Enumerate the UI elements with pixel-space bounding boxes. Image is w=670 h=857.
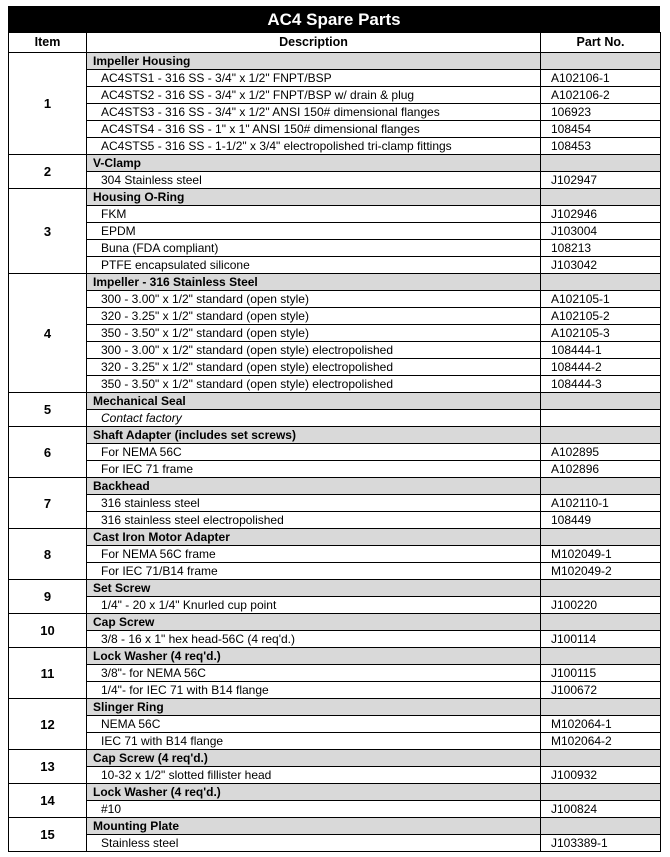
table-row [9,325,661,342]
header-item: Item [9,33,87,53]
item-number: 15 [9,818,87,852]
section-part-blank [541,155,661,172]
part-description: 300 - 3.00" x 1/2" standard (open style) [87,291,541,308]
part-number: M102049-2 [541,563,661,580]
part-description: 10-32 x 1/2" slotted fillister head [87,767,541,784]
item-number: 9 [9,580,87,614]
item-number: 11 [9,648,87,699]
section-heading: Shaft Adapter (includes set screws) [87,427,541,444]
part-description: EPDM [87,223,541,240]
table-row [9,597,661,614]
table-row [9,410,661,427]
section-heading: Housing O-Ring [87,189,541,206]
part-description: PTFE encapsulated silicone [87,257,541,274]
part-description: For IEC 71 frame [87,461,541,478]
item-number: 5 [9,393,87,427]
part-description: #10 [87,801,541,818]
section-row [9,427,661,444]
table-row [9,495,661,512]
part-number: A102105-2 [541,308,661,325]
part-description: 1/4"- for IEC 71 with B14 flange [87,682,541,699]
part-number: J100115 [541,665,661,682]
part-number: A102110-1 [541,495,661,512]
section-row [9,529,661,546]
section-part-blank [541,784,661,801]
part-number: A102896 [541,461,661,478]
part-number: J102946 [541,206,661,223]
section-row [9,580,661,597]
item-number: 14 [9,784,87,818]
section-heading: Mounting Plate [87,818,541,835]
table-row [9,682,661,699]
table-row [9,138,661,155]
section-part-blank [541,648,661,665]
part-number: J100672 [541,682,661,699]
part-description: For NEMA 56C frame [87,546,541,563]
section-row [9,189,661,206]
section-row [9,478,661,495]
part-description: AC4STS3 - 316 SS - 3/4" x 1/2" ANSI 150# dimensional flanges [87,104,541,121]
part-number: A102105-1 [541,291,661,308]
part-number: M102049-1 [541,546,661,563]
item-number: 6 [9,427,87,478]
header-part-no: Part No. [541,33,661,53]
part-description: AC4STS2 - 316 SS - 3/4" x 1/2" FNPT/BSP w/ drain & plug [87,87,541,104]
table-row [9,801,661,818]
table-row [9,257,661,274]
parts-table-body [9,53,661,852]
section-row [9,750,661,767]
section-row [9,614,661,631]
section-part-blank [541,750,661,767]
part-description: Contact factory [87,410,541,427]
section-heading: Slinger Ring [87,699,541,716]
section-row [9,784,661,801]
part-description: AC4STS4 - 316 SS - 1" x 1" ANSI 150# dimensional flanges [87,121,541,138]
section-row [9,53,661,70]
table-row [9,733,661,750]
part-description: 304 Stainless steel [87,172,541,189]
section-part-blank [541,580,661,597]
table-row [9,104,661,121]
part-description: AC4STS5 - 316 SS - 1-1/2" x 3/4" electropolished tri-clamp fittings [87,138,541,155]
table-row [9,121,661,138]
part-number: 108444-1 [541,342,661,359]
part-description: 3/8"- for NEMA 56C [87,665,541,682]
part-number: A102895 [541,444,661,461]
section-part-blank [541,189,661,206]
table-row [9,172,661,189]
part-number: J103004 [541,223,661,240]
part-number: 108444-2 [541,359,661,376]
part-description: 3/8 - 16 x 1" hex head-56C (4 req'd.) [87,631,541,648]
table-row [9,291,661,308]
part-number: 108453 [541,138,661,155]
section-row [9,648,661,665]
item-number: 3 [9,189,87,274]
table-row [9,359,661,376]
part-number: J100932 [541,767,661,784]
section-heading: Impeller - 316 Stainless Steel [87,274,541,291]
spare-parts-table [8,32,661,852]
table-row [9,461,661,478]
section-heading: Cap Screw [87,614,541,631]
part-number: J100114 [541,631,661,648]
part-number: J103389-1 [541,835,661,852]
section-heading: Set Screw [87,580,541,597]
table-header-row [9,33,661,53]
part-number: M102064-2 [541,733,661,750]
part-number: 106923 [541,104,661,121]
table-row [9,308,661,325]
table-row [9,87,661,104]
part-number: A102105-3 [541,325,661,342]
part-description: FKM [87,206,541,223]
part-number: M102064-1 [541,716,661,733]
part-description: 300 - 3.00" x 1/2" standard (open style) electropolished [87,342,541,359]
part-number: 108454 [541,121,661,138]
table-row [9,835,661,852]
table-row [9,512,661,529]
section-row [9,393,661,410]
section-part-blank [541,478,661,495]
section-heading: Impeller Housing [87,53,541,70]
section-heading: Lock Washer (4 req'd.) [87,784,541,801]
section-part-blank [541,393,661,410]
spare-parts-sheet [8,6,660,852]
part-description: For NEMA 56C [87,444,541,461]
section-heading: Cast Iron Motor Adapter [87,529,541,546]
part-number: A102106-1 [541,70,661,87]
part-description: Buna (FDA compliant) [87,240,541,257]
section-row [9,155,661,172]
part-description: 320 - 3.25" x 1/2" standard (open style) [87,308,541,325]
part-number: 108213 [541,240,661,257]
section-heading: Backhead [87,478,541,495]
table-row [9,665,661,682]
part-description: 1/4" - 20 x 1/4" Knurled cup point [87,597,541,614]
section-part-blank [541,818,661,835]
table-row [9,376,661,393]
item-number: 8 [9,529,87,580]
item-number: 1 [9,53,87,155]
item-number: 10 [9,614,87,648]
part-description: 316 stainless steel [87,495,541,512]
section-heading: Cap Screw (4 req'd.) [87,750,541,767]
table-row [9,767,661,784]
section-heading: V-Clamp [87,155,541,172]
table-row [9,563,661,580]
item-number: 2 [9,155,87,189]
part-description: 350 - 3.50" x 1/2" standard (open style) electropolished [87,376,541,393]
section-part-blank [541,529,661,546]
item-number: 4 [9,274,87,393]
table-row [9,444,661,461]
section-row [9,274,661,291]
table-row [9,342,661,359]
part-description: 316 stainless steel electropolished [87,512,541,529]
section-part-blank [541,274,661,291]
section-heading: Lock Washer (4 req'd.) [87,648,541,665]
part-number: J100220 [541,597,661,614]
part-number: J100824 [541,801,661,818]
part-number: 108449 [541,512,661,529]
part-description: AC4STS1 - 316 SS - 3/4" x 1/2" FNPT/BSP [87,70,541,87]
section-row [9,699,661,716]
section-part-blank [541,427,661,444]
part-description: IEC 71 with B14 flange [87,733,541,750]
table-row [9,240,661,257]
section-part-blank [541,699,661,716]
table-row [9,716,661,733]
part-number [541,410,661,427]
table-row [9,631,661,648]
item-number: 7 [9,478,87,529]
item-number: 13 [9,750,87,784]
part-number: J102947 [541,172,661,189]
section-row [9,818,661,835]
part-number: J103042 [541,257,661,274]
table-row [9,206,661,223]
part-description: NEMA 56C [87,716,541,733]
item-number: 12 [9,699,87,750]
header-description: Description [87,33,541,53]
table-row [9,223,661,240]
part-number: A102106-2 [541,87,661,104]
part-description: For IEC 71/B14 frame [87,563,541,580]
table-row [9,546,661,563]
table-row [9,70,661,87]
sheet-title: AC4 Spare Parts [8,6,660,32]
part-description: 320 - 3.25" x 1/2" standard (open style) electropolished [87,359,541,376]
section-part-blank [541,614,661,631]
part-description: 350 - 3.50" x 1/2" standard (open style) [87,325,541,342]
part-description: Stainless steel [87,835,541,852]
section-part-blank [541,53,661,70]
part-number: 108444-3 [541,376,661,393]
section-heading: Mechanical Seal [87,393,541,410]
